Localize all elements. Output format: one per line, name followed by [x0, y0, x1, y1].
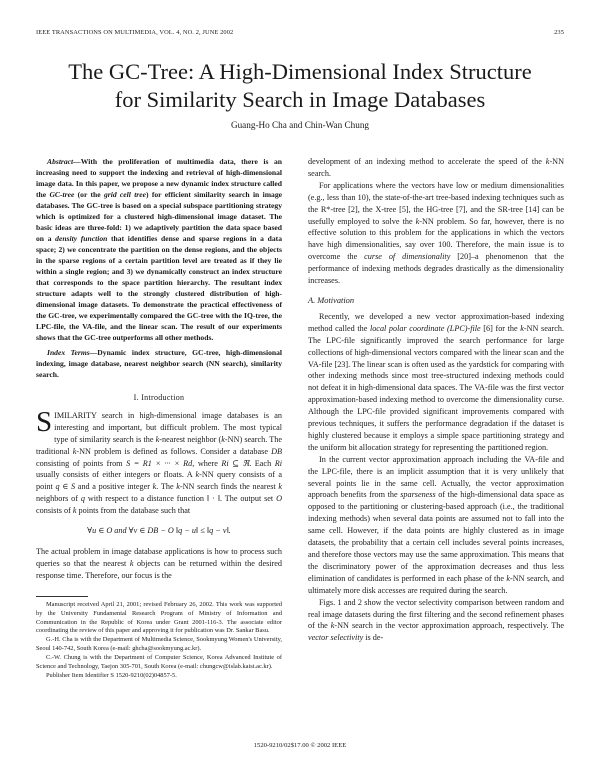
- right-paragraph-2: For applications where the vectors have low or medium dimensionalities (e.g., less than 10), the state-of-the-art tree-based indexing techniques such as the R*-tree [2], the X-tree [5], the HG-tree [7], and the SR-tree [14] can be usefully employed to solve the k-NN problem. So far, however, there is no effective solution to this problem for the applications in which the vectors have high dimensionalities, say over 100. Therefore, the main issue is to overcome the curse of dimensionality [20]–a phenomenon that the performance of indexing methods degrades drastically as the dimensionality increases.: [308, 180, 565, 286]
- right-column: [308, 156, 564, 644]
- section-heading-introduction: I. Introduction: [133, 393, 185, 402]
- running-header: [36, 29, 564, 36]
- footnote-manuscript: Manuscript received April 21, 2001; revised February 26, 2002. This work was supported by the University Fundamental Research Program of Ministry of Information and Communication in the Republic of Korea under Grant 2001-116-3. The associate editor coordinating the review of this paper and approving it for publication was Dr. Sankar Basu.: [36, 600, 282, 635]
- journal-header: IEEE TRANSACTIONS ON MULTIMEDIA, VOL. 4, NO. 2, JUNE 2002: [36, 29, 234, 36]
- knn-equation: ∀u ∈ O and ∀v ∈ DB − O ‖q − u‖ ≤ ‖q − v‖.: [87, 526, 231, 536]
- intro-paragraph-2: The actual problem in image database applications is how to process such queries so that the nearest k objects can be returned within the desired response time. Therefore, our focus is the: [36, 546, 282, 580]
- drop-cap: S: [36, 405, 53, 438]
- right-paragraph-4: In the current vector approximation approach including the VA-file and the LPC-file, there is an implicit assumption that it is very unlikely that several points lie in the same cell. Actually, the vector approximation approach benefits from the sparseness of the high-dimensional data space as opposed to the partitioning or clustering-based approach (i.e., the traditional indexing methods) when several data points are assumed not to fall into the same cell. However, if the data points are highly clustered as in image datasets, the probability that a certain cell includes several points increases, and therefore those vectors may use the same approximation. This means that the discriminatory power of the approximation decreases and thus less elimination of candidates is performed in each phase of the k-NN search, and ultimately more disk accesses are required during the search.: [308, 454, 564, 595]
- left-column: [36, 156, 282, 681]
- footnote-rule: [36, 596, 88, 597]
- authors: Guang-Ho Cha and Chin-Wan Chung: [230, 120, 370, 130]
- right-paragraph-5: Figs. 1 and 2 show the vector selectivity comparison between random and real image datasets during the first filtering and the second refinement phases of the k-NN search in the vector approximation approach, respectively. The vector selectivity is de-: [308, 597, 564, 643]
- footnote-author-cha: G.-H. Cha is with the Department of Multimedia Science, Sookmyung Women's University, Seoul 140-742, South Korea (e-mail: ghcha@sookmyung.ac.kr).: [36, 636, 282, 653]
- footnote-author-chung: C.-W. Chung is with the Department of Computer Science, Korea Advanced Institute of Science and Technology, Taejon 305-701, South Korea (e-mail: chungcw@islab.kaist.ac.kr).: [36, 654, 282, 671]
- subsection-heading-motivation: A. Motivation: [308, 295, 355, 305]
- paper-title: [20, 58, 580, 114]
- copyright-footer: 1520-9210/02$17.00 © 2002 IEEE: [253, 742, 347, 749]
- page-number: 235: [554, 29, 564, 36]
- title-line-2: for Similarity Search in Image Databases: [114, 87, 486, 112]
- right-paragraph-3: Recently, we developed a new vector approximation-based indexing method called the local polar coordinate (LPC)-file [6] for the k-NN search. The LPC-file significantly improved the search performance for large collections of high-dimensional vectors compared with the linear scan and the VA-file [23]. The linear scan is often used as the yardstick for comparing with other indexing methods since most tree-structured indexing methods could not defeat it in high-dimensional data spaces. The VA-file was the first vector approximation-based indexing method to overcome the dimensionality curse. Although the LPC-file provided significant improvements compared with previous techniques, it suffers the performance degradation if the dataset is highly clustered because it employs a simple space partitioning strategy and the uniform bit allocation strategy for representing the partitioned region.: [308, 311, 564, 452]
- intro-paragraph-1: SIMILARITY search in high-dimensional image databases is an interesting and important, but difficult problem. The most typical type of similarity search is the k-nearest neighbor (k-NN) search. The traditional k-NN problem is defined as follows. Consider a database DB consisting of points from S = R1 × ··· × Rd, where Ri ⊆ ℜ. Each Ri usually consists of either integers or floats. A k-NN query consists of a point q ∈ S and a positive integer k. The k-NN search finds the nearest k neighbors of q with respect to a distance function ‖ · ‖. The output set O consists of k points from the database such that: [36, 405, 282, 516]
- abstract: Abstract—With the proliferation of multimedia data, there is an increasing need to support the indexing and retrieval of high-dimensional image data. In this paper, we propose a new dynamic index structure called the GC-tree (or the grid cell tree) for efficient similarity search in image databases. The GC-tree is based on a special subspace partitioning strategy which is optimized for a clustered high-dimensional image dataset. The basic ideas are three-fold: 1) we adaptively partition the data space based on a density function that identifies dense and sparse regions in a data space; 2) we concentrate the partition on the dense regions, and the objects in the sparse regions of a certain partition level are treated as if they lie within a single region; and 3) we dynamically construct an index structure that corresponds to the space partition hierarchy. The resultant index structure adapts well to the strongly clustered distribution of high-dimensional image datasets. To demonstrate the practical effectiveness of the GC-tree, we experimentally compared the GC-tree with the IQ-tree, the LPC-file, the VA-file, and the linear scan. The result of our experiments shows that the GC-tree outperforms all other methods.: [36, 157, 282, 342]
- footnote-publisher-id: Publisher Item Identifier S 1520-9210(02)04857-5.: [46, 671, 177, 679]
- index-terms: Index Terms—Dynamic index structure, GC-tree, high-dimensional indexing, image database, nearest neighbor search (NN search), similarity search.: [36, 348, 282, 379]
- title-line-1: The GC-Tree: A High-Dimensional Index Structure: [68, 59, 532, 84]
- right-paragraph-1: development of an indexing method to accelerate the speed of the k-NN search.: [308, 157, 564, 178]
